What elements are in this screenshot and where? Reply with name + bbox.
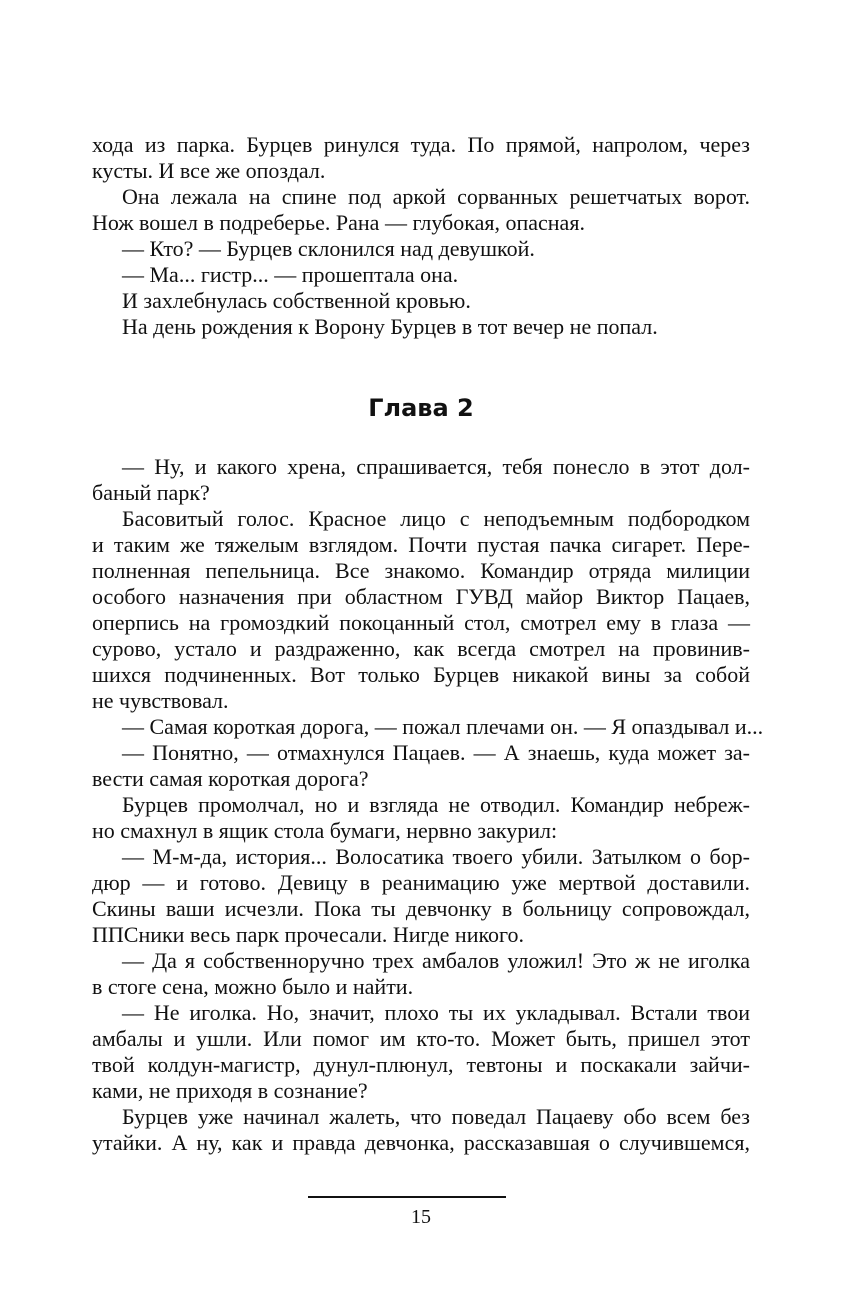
- text-line: ками, не приходя в сознание?: [92, 1078, 368, 1103]
- text-line: полненная пепельница. Все знакомо. Командир отряда милиции: [92, 558, 750, 583]
- text-line: Скины ваши исчезли. Пока ты девчонку в больницу сопровождал,: [92, 896, 750, 921]
- text-line: шихся подчиненных. Вот только Бурцев никакой вины за собой: [92, 662, 750, 687]
- text-line: — Самая короткая дорога, — пожал плечами он. — Я опаздывал и...: [122, 714, 764, 739]
- text-line: дюр — и готово. Девицу в реанимацию уже мертвой доставили.: [92, 870, 750, 895]
- text-line: сурово, устало и раздраженно, как всегда смотрел на провинив-: [92, 636, 750, 661]
- text-line: но смахнул в ящик стола бумаги, нервно закурил:: [92, 818, 558, 843]
- text-line: — Понятно, — отмахнулся Пацаев. — А знаешь, куда может за-: [122, 740, 750, 765]
- text-line: — Ну, и какого хрена, спрашивается, тебя понесло в этот дол-: [122, 454, 750, 479]
- text-line: Басовитый голос. Красное лицо с неподъемным подбородком: [122, 506, 750, 531]
- text-line: На день рождения к Ворону Бурцев в тот вечер не попал.: [122, 314, 658, 339]
- text-line: Она лежала на спине под аркой сорванных решетчатых ворот.: [122, 184, 750, 209]
- text-line: твой колдун-магистр, дунул-плюнул, тевтоны и поскакали зайчи-: [92, 1052, 750, 1077]
- text-line: — М-м-да, история... Волосатика твоего убили. Затылком о бор-: [122, 844, 750, 869]
- text-line: — Кто? — Бурцев склонился над девушкой.: [122, 236, 535, 261]
- page-number: 15: [411, 1206, 431, 1228]
- text-line: Бурцев промолчал, но и взгляда не отводил. Командир небреж-: [122, 792, 750, 817]
- text-line: хода из парка. Бурцев ринулся туда. По прямой, напролом, через: [92, 132, 750, 157]
- text-line: Бурцев уже начинал жалеть, что поведал Пацаеву обо всем без: [122, 1104, 750, 1129]
- text-line: — Не иголка. Но, значит, плохо ты их укладывал. Встали твои: [122, 1000, 750, 1025]
- text-line: и таким же тяжелым взглядом. Почти пустая пачка сигарет. Пере-: [92, 532, 750, 557]
- chapter-title: Глава 2: [368, 394, 474, 422]
- text-line: особого назначения при областном ГУВД майор Виктор Пацаев,: [92, 584, 750, 609]
- text-line: в стоге сена, можно было и найти.: [92, 974, 414, 999]
- text-line: не чувствовал.: [92, 688, 229, 713]
- text-line: — Ма... гистр... — прошептала она.: [122, 262, 459, 287]
- text-line: Нож вошел в подреберье. Рана — глубокая, опасная.: [92, 210, 585, 235]
- text-line: баный парк?: [92, 480, 210, 505]
- text-line: утайки. А ну, как и правда девчонка, рассказавшая о случившемся,: [92, 1130, 750, 1155]
- text-line: И захлебнулась собственной кровью.: [122, 288, 471, 313]
- text-line: — Да я собственноручно трех амбалов уложил! Это ж не иголка: [122, 948, 750, 973]
- text-line: оперпись на громоздкий покоцанный стол, смотрел ему в глаза —: [92, 610, 750, 635]
- text-line: амбалы и ушли. Или помог им кто-то. Может быть, пришел этот: [92, 1026, 750, 1051]
- text-line: кусты. И все же опоздал.: [92, 158, 326, 183]
- text-line: вести самая короткая дорога?: [92, 766, 369, 791]
- footer-divider: [308, 1196, 506, 1198]
- text-line: ППСники весь парк прочесали. Нигде никого.: [92, 922, 525, 947]
